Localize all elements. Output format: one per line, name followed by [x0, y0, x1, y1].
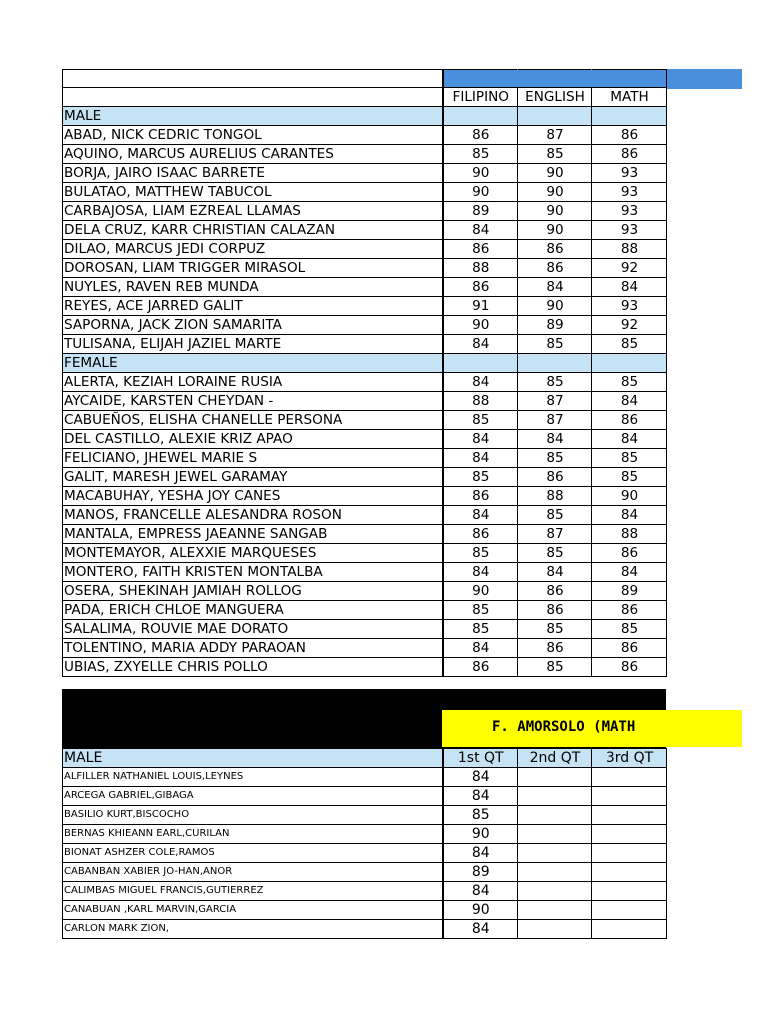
group-empty-cell	[443, 354, 518, 373]
student-row	[63, 373, 667, 392]
student-row	[63, 297, 667, 316]
grade-q3	[592, 901, 667, 920]
grade-q3	[592, 825, 667, 844]
grade-math: 86	[592, 639, 667, 658]
student-name: BIONAT ASHZER COLE,RAMOS	[63, 844, 443, 863]
grade-filipino: 85	[443, 620, 518, 639]
grade-english: 86	[518, 240, 592, 259]
student-name: NUYLES, RAVEN REB MUNDA	[63, 278, 443, 297]
student-name: UBIAS, ZXYELLE CHRIS POLLO	[63, 658, 443, 677]
student-name: ARCEGA GABRIEL,GIBAGA	[63, 787, 443, 806]
grade-q3	[592, 844, 667, 863]
grade-math: 84	[592, 430, 667, 449]
student-row	[63, 278, 667, 297]
grade-math: 93	[592, 202, 667, 221]
student-name: MANOS, FRANCELLE ALESANDRA ROSON	[63, 506, 443, 525]
student-name: TULISANA, ELIJAH JAZIEL MARTE	[63, 335, 443, 354]
grade-filipino: 91	[443, 297, 518, 316]
student-row	[63, 487, 667, 506]
student-name: BULATAO, MATTHEW TABUCOL	[63, 183, 443, 202]
grade-math: 85	[592, 373, 667, 392]
group-empty-cell	[518, 107, 592, 126]
grade-q1: 84	[443, 768, 518, 787]
section-title: F. AMORSOLO (MATH	[492, 719, 636, 735]
grade-math: 86	[592, 126, 667, 145]
student-name: FELICIANO, JHEWEL MARIE S	[63, 449, 443, 468]
student-name: DELA CRUZ, KARR CHRISTIAN CALAZAN	[63, 221, 443, 240]
grade-q2	[518, 806, 592, 825]
student-row	[63, 601, 667, 620]
student-name: SAPORNA, JACK ZION SAMARITA	[63, 316, 443, 335]
grade-filipino: 84	[443, 430, 518, 449]
grade-english: 84	[518, 563, 592, 582]
student-row	[63, 316, 667, 335]
column-header-math: MATH	[592, 88, 667, 107]
grade-english: 85	[518, 335, 592, 354]
grade-q1: 84	[443, 787, 518, 806]
student-row	[63, 787, 667, 806]
grade-q1: 85	[443, 806, 518, 825]
student-name: CABUEÑOS, ELISHA CHANELLE PERSONA	[63, 411, 443, 430]
student-row	[63, 240, 667, 259]
grade-english: 85	[518, 145, 592, 164]
section-title-banner	[442, 710, 742, 747]
grade-math: 84	[592, 278, 667, 297]
grade-filipino: 84	[443, 373, 518, 392]
student-row	[63, 202, 667, 221]
grade-math: 90	[592, 487, 667, 506]
group-empty-cell	[518, 354, 592, 373]
student-name: ALERTA, KEZIAH LORAINE RUSIA	[63, 373, 443, 392]
student-row	[63, 901, 667, 920]
student-name: BASILIO KURT,BISCOCHO	[63, 806, 443, 825]
column-header-filipino: FILIPINO	[443, 88, 518, 107]
student-row	[63, 882, 667, 901]
grade-english: 84	[518, 430, 592, 449]
grade-math: 84	[592, 506, 667, 525]
student-name: MANTALA, EMPRESS JAEANNE SANGAB	[63, 525, 443, 544]
grade-math: 86	[592, 544, 667, 563]
student-name: AYCAIDE, KARSTEN CHEYDAN -	[63, 392, 443, 411]
student-row	[63, 183, 667, 202]
grade-english: 85	[518, 620, 592, 639]
student-row	[63, 620, 667, 639]
group-empty-cell	[443, 107, 518, 126]
group-label: FEMALE	[63, 354, 443, 373]
grade-math: 93	[592, 221, 667, 240]
student-name: MACABUHAY, YESHA JOY CANES	[63, 487, 443, 506]
group-label-male: MALE	[63, 749, 443, 768]
student-row	[63, 639, 667, 658]
student-row	[63, 582, 667, 601]
column-header-english: ENGLISH	[518, 88, 592, 107]
grade-english: 87	[518, 525, 592, 544]
student-name: OSERA, SHEKINAH JAMIAH ROLLOG	[63, 582, 443, 601]
grade-english: 87	[518, 411, 592, 430]
grade-english: 85	[518, 373, 592, 392]
grade-english: 87	[518, 392, 592, 411]
grade-q3	[592, 768, 667, 787]
student-name: ALFILLER NATHANIEL LOUIS,LEYNES	[63, 768, 443, 787]
grade-q1: 90	[443, 901, 518, 920]
grade-filipino: 84	[443, 563, 518, 582]
grade-english: 85	[518, 449, 592, 468]
grade-filipino: 90	[443, 316, 518, 335]
grade-q3	[592, 920, 667, 939]
student-name: CALIMBAS MIGUEL FRANCIS,GUTIERREZ	[63, 882, 443, 901]
student-name: GALIT, MARESH JEWEL GARAMAY	[63, 468, 443, 487]
grade-english: 89	[518, 316, 592, 335]
grade-q2	[518, 863, 592, 882]
grade-math: 85	[592, 468, 667, 487]
grade-filipino: 85	[443, 601, 518, 620]
grade-q2	[518, 844, 592, 863]
student-row	[63, 844, 667, 863]
grade-english: 85	[518, 506, 592, 525]
grade-english: 86	[518, 601, 592, 620]
student-name: REYES, ACE JARRED GALIT	[63, 297, 443, 316]
grade-q3	[592, 882, 667, 901]
grade-english: 90	[518, 164, 592, 183]
header-fill-overflow	[666, 69, 742, 89]
column-header-q3: 3rd QT	[592, 749, 667, 768]
grade-filipino: 84	[443, 639, 518, 658]
grade-filipino: 88	[443, 392, 518, 411]
student-row	[63, 563, 667, 582]
grade-q1: 90	[443, 825, 518, 844]
grade-q2	[518, 920, 592, 939]
student-name: PADA, ERICH CHLOE MANGUERA	[63, 601, 443, 620]
student-row	[63, 392, 667, 411]
grade-filipino: 85	[443, 544, 518, 563]
grade-english: 87	[518, 126, 592, 145]
grade-q2	[518, 787, 592, 806]
group-header-row	[63, 354, 667, 373]
grade-q2	[518, 768, 592, 787]
student-name: DOROSAN, LIAM TRIGGER MIRASOL	[63, 259, 443, 278]
student-row	[63, 544, 667, 563]
grade-q2	[518, 882, 592, 901]
student-name: DILAO, MARCUS JEDI CORPUZ	[63, 240, 443, 259]
grade-english: 90	[518, 221, 592, 240]
grade-math: 92	[592, 259, 667, 278]
group-header-row	[63, 107, 667, 126]
grade-filipino: 86	[443, 487, 518, 506]
title-row	[63, 70, 667, 88]
grade-english: 88	[518, 487, 592, 506]
grade-filipino: 86	[443, 126, 518, 145]
grade-english: 90	[518, 297, 592, 316]
grade-filipino: 84	[443, 335, 518, 354]
grade-q1: 84	[443, 844, 518, 863]
student-row	[63, 863, 667, 882]
student-name: AQUINO, MARCUS AURELIUS CARANTES	[63, 145, 443, 164]
grade-math: 86	[592, 601, 667, 620]
grade-q3	[592, 787, 667, 806]
column-header-q1: 1st QT	[443, 749, 518, 768]
student-name: MONTERO, FAITH KRISTEN MONTALBA	[63, 563, 443, 582]
grade-filipino: 85	[443, 468, 518, 487]
grade-math: 84	[592, 563, 667, 582]
grade-filipino: 90	[443, 164, 518, 183]
grade-filipino: 89	[443, 202, 518, 221]
grade-math: 85	[592, 449, 667, 468]
student-name: CARBAJOSA, LIAM EZREAL LLAMAS	[63, 202, 443, 221]
student-row	[63, 525, 667, 544]
student-row	[63, 259, 667, 278]
grade-filipino: 86	[443, 658, 518, 677]
grade-filipino: 90	[443, 183, 518, 202]
grade-filipino: 88	[443, 259, 518, 278]
grade-english: 90	[518, 202, 592, 221]
student-row	[63, 145, 667, 164]
grade-math: 88	[592, 525, 667, 544]
student-row	[63, 221, 667, 240]
student-name: CABANBAN XABIER JO-HAN,ANOR	[63, 863, 443, 882]
quarterly-grades-table	[62, 748, 667, 939]
grade-filipino: 84	[443, 506, 518, 525]
student-name: DEL CASTILLO, ALEXIE KRIZ APAO	[63, 430, 443, 449]
grade-math: 89	[592, 582, 667, 601]
student-row	[63, 164, 667, 183]
grade-math: 88	[592, 240, 667, 259]
grade-english: 86	[518, 259, 592, 278]
grade-math: 85	[592, 335, 667, 354]
student-row	[63, 126, 667, 145]
grade-q2	[518, 825, 592, 844]
grade-math: 92	[592, 316, 667, 335]
student-name: ABAD, NICK CEDRIC TONGOL	[63, 126, 443, 145]
group-header-row	[63, 749, 667, 768]
grade-q3	[592, 863, 667, 882]
grade-math: 86	[592, 411, 667, 430]
grade-english: 90	[518, 183, 592, 202]
group-empty-cell	[592, 354, 667, 373]
grade-math: 86	[592, 145, 667, 164]
student-row	[63, 468, 667, 487]
group-empty-cell	[592, 107, 667, 126]
student-row	[63, 806, 667, 825]
grade-math: 93	[592, 164, 667, 183]
grade-q2	[518, 901, 592, 920]
student-row	[63, 920, 667, 939]
grade-english: 84	[518, 278, 592, 297]
grade-english: 86	[518, 582, 592, 601]
grade-math: 86	[592, 658, 667, 677]
grade-math: 93	[592, 297, 667, 316]
grade-math: 85	[592, 620, 667, 639]
grade-filipino: 86	[443, 240, 518, 259]
grade-english: 85	[518, 544, 592, 563]
grade-english: 85	[518, 658, 592, 677]
grade-q1: 89	[443, 863, 518, 882]
grade-filipino: 84	[443, 449, 518, 468]
student-row	[63, 825, 667, 844]
grade-filipino: 85	[443, 411, 518, 430]
group-label: MALE	[63, 107, 443, 126]
grade-math: 84	[592, 392, 667, 411]
student-row	[63, 335, 667, 354]
grade-english: 86	[518, 639, 592, 658]
grade-filipino: 86	[443, 278, 518, 297]
student-name: BORJA, JAIRO ISAAC BARRETE	[63, 164, 443, 183]
student-row	[63, 449, 667, 468]
grade-filipino: 90	[443, 582, 518, 601]
column-header-row	[63, 88, 667, 107]
student-name: SALALIMA, ROUVIE MAE DORATO	[63, 620, 443, 639]
column-header-name	[63, 88, 443, 107]
grade-filipino: 85	[443, 145, 518, 164]
student-row	[63, 658, 667, 677]
student-row	[63, 506, 667, 525]
student-row	[63, 768, 667, 787]
grades-table	[62, 69, 667, 677]
grade-math: 93	[592, 183, 667, 202]
student-name: TOLENTINO, MARIA ADDY PARAOAN	[63, 639, 443, 658]
grade-filipino: 84	[443, 221, 518, 240]
student-name: CANABUAN ,KARL MARVIN,GARCIA	[63, 901, 443, 920]
student-name: MONTEMAYOR, ALEXXIE MARQUESES	[63, 544, 443, 563]
grade-filipino: 86	[443, 525, 518, 544]
column-header-q2: 2nd QT	[518, 749, 592, 768]
title-cell	[63, 70, 443, 88]
grade-q3	[592, 806, 667, 825]
grade-english: 86	[518, 468, 592, 487]
student-row	[63, 430, 667, 449]
grade-q1: 84	[443, 920, 518, 939]
student-row	[63, 411, 667, 430]
student-name: BERNAS KHIEANN EARL,CURILAN	[63, 825, 443, 844]
grade-q1: 84	[443, 882, 518, 901]
student-name: CARLON MARK ZION,	[63, 920, 443, 939]
